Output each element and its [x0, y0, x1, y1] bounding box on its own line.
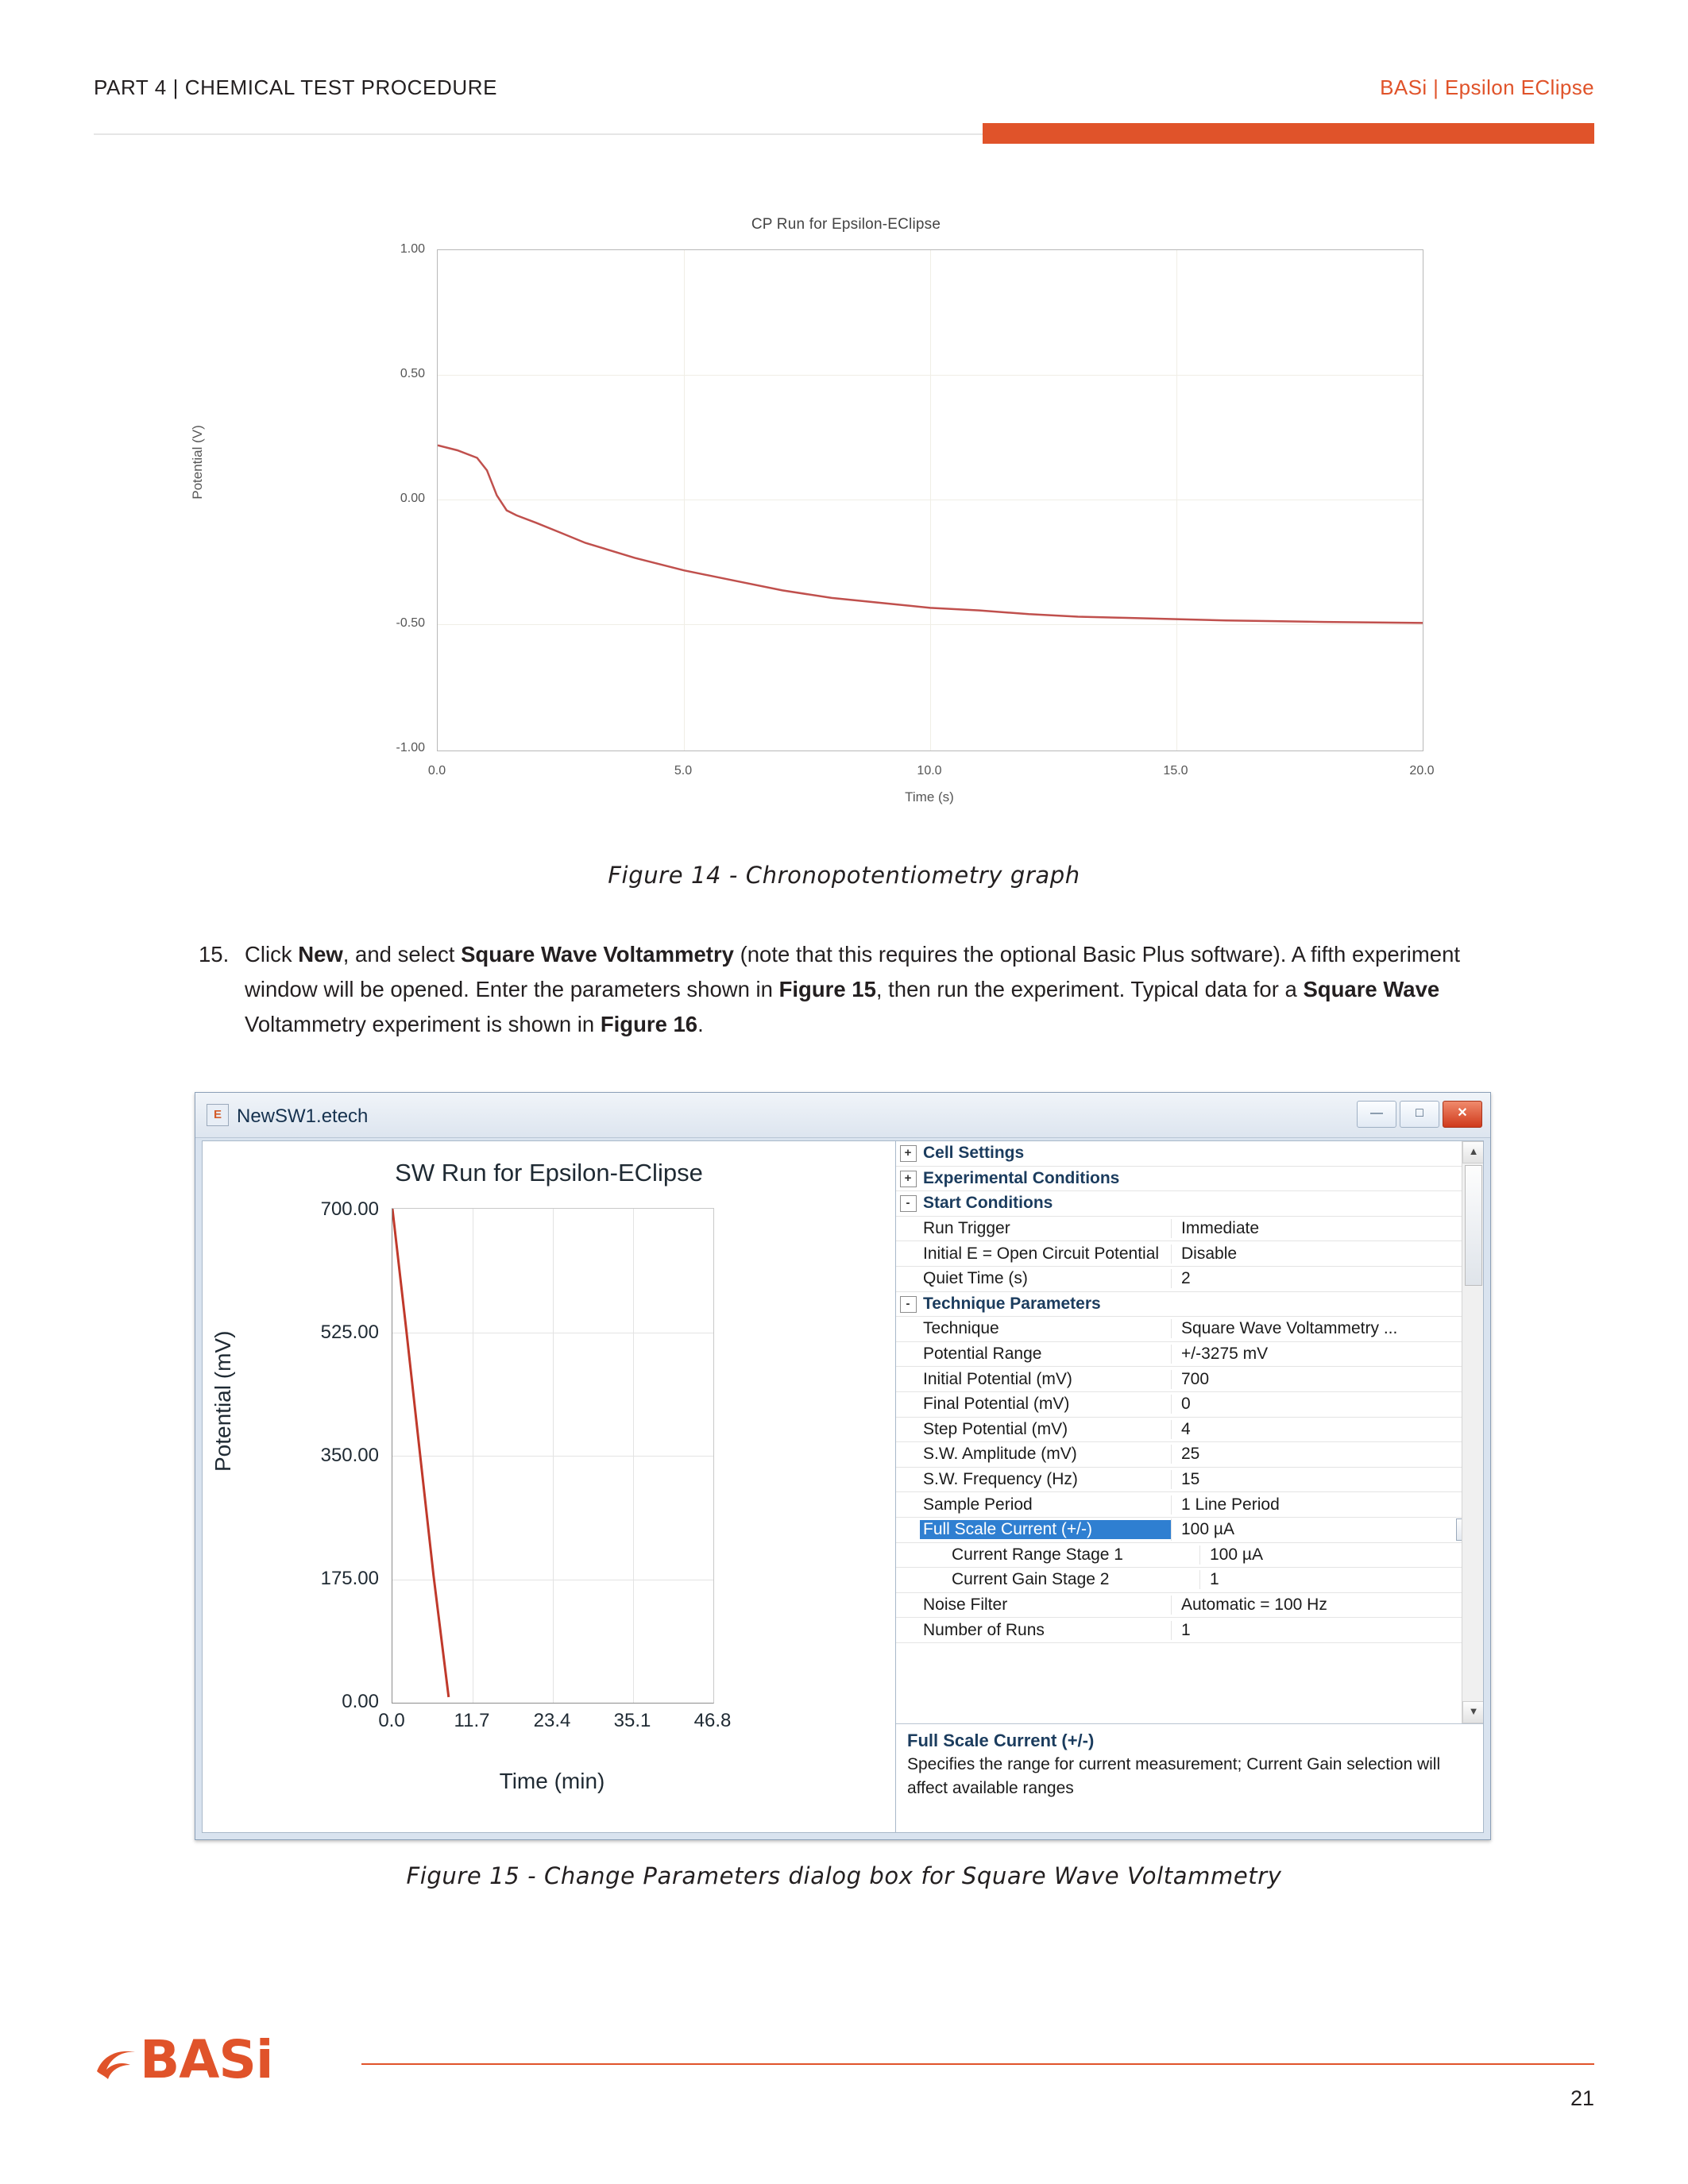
step-text: [245, 937, 1485, 1042]
maximize-button[interactable]: □: [1400, 1101, 1439, 1128]
change-parameters-window: [195, 1092, 1491, 1840]
window-title-bar[interactable]: [195, 1093, 1490, 1138]
page-footer: [0, 1993, 1688, 2184]
collapse-icon[interactable]: -: [896, 1194, 920, 1212]
x-tick-label: 20.0: [1409, 764, 1435, 778]
expand-icon[interactable]: +: [896, 1144, 920, 1162]
sw-y-tick-label: 700.00: [320, 1198, 379, 1220]
collapse-icon[interactable]: -: [896, 1295, 920, 1313]
help-title: Full Scale Current (+/-): [907, 1731, 1095, 1750]
sw-x-tick-label: 11.7: [454, 1710, 490, 1731]
parameter-name: Technique: [923, 1319, 999, 1338]
parameter-name: Initial E = Open Circuit Potential: [923, 1244, 1160, 1263]
parameter-value[interactable]: 1: [1171, 1621, 1483, 1640]
chart-plot-area: [437, 249, 1423, 751]
scroll-up-icon[interactable]: ▲: [1462, 1141, 1483, 1163]
parameter-name: Run Trigger: [923, 1219, 1010, 1238]
step-text-bold: New: [298, 942, 343, 967]
window-title: NewSW1.etech: [237, 1106, 369, 1127]
step-number: 15.: [199, 942, 230, 967]
parameter-row[interactable]: [896, 1418, 1483, 1443]
sw-graph-x-axis-label: Time (min): [499, 1769, 605, 1793]
parameter-row[interactable]: [896, 1442, 1483, 1468]
sw-graph-plot-area: [392, 1208, 714, 1704]
parameter-name: S.W. Frequency (Hz): [923, 1470, 1078, 1489]
y-tick-label: -1.00: [396, 741, 425, 754]
window-body: [202, 1140, 1484, 1833]
x-tick-label: 5.0: [674, 764, 693, 778]
parameter-value[interactable]: Square Wave Voltammetry ...: [1171, 1319, 1483, 1338]
y-tick-label: -0.50: [396, 616, 425, 630]
parameter-name: Potential Range: [923, 1345, 1042, 1364]
expand-icon[interactable]: +: [896, 1170, 920, 1187]
chart-y-axis-label: Potential (V): [190, 425, 205, 500]
basi-logo: [94, 2029, 348, 2090]
document-icon: E: [207, 1104, 229, 1126]
parameter-group-row[interactable]: [896, 1167, 1483, 1192]
parameter-value[interactable]: 100 µA: [1171, 1518, 1483, 1541]
parameter-value[interactable]: Disable: [1171, 1244, 1483, 1264]
sw-graph-trace: [392, 1209, 713, 1703]
sw-x-tick-label: 46.8: [693, 1710, 732, 1731]
sw-y-tick-label: 175.00: [320, 1568, 379, 1589]
parameter-row[interactable]: [896, 1593, 1483, 1619]
sw-x-tick-label: 23.4: [533, 1710, 571, 1731]
parameter-row[interactable]: [896, 1217, 1483, 1242]
parameter-value[interactable]: 0: [1171, 1395, 1483, 1414]
header-left-text: PART 4 | CHEMICAL TEST PROCEDURE: [94, 75, 498, 99]
parameter-name: Experimental Conditions: [923, 1168, 1120, 1187]
parameter-value[interactable]: 1: [1199, 1570, 1483, 1589]
parameter-row[interactable]: [896, 1468, 1483, 1493]
sw-y-tick-label: 0.00: [342, 1691, 379, 1712]
sw-x-tick-label: 35.1: [613, 1710, 651, 1731]
x-tick-label: 15.0: [1163, 764, 1188, 778]
step-text-plain: .: [697, 1012, 704, 1036]
step-text-bold: Square Wave Voltammetry: [461, 942, 734, 967]
y-tick-label: 0.00: [400, 492, 425, 505]
sw-y-tick-label: 525.00: [320, 1322, 379, 1343]
parameter-value[interactable]: 15: [1171, 1470, 1483, 1489]
parameter-name: S.W. Amplitude (mV): [923, 1445, 1077, 1464]
parameter-row[interactable]: [896, 1317, 1483, 1342]
parameter-name: Current Range Stage 1: [952, 1545, 1123, 1564]
step-15: [199, 937, 1485, 1042]
parameter-row[interactable]: [896, 1392, 1483, 1418]
parameter-name: Quiet Time (s): [923, 1269, 1028, 1288]
parameter-name: Sample Period: [923, 1495, 1033, 1514]
parameter-row[interactable]: [896, 1241, 1483, 1267]
step-text-plain: , and select: [342, 942, 462, 967]
step-text-bold: Figure 16: [600, 1012, 698, 1036]
step-text-plain: (note that this requires the optional Basic Plus software). A fifth experiment window will be opened. Enter the parameters shown in: [245, 942, 1461, 1001]
parameter-panel: [895, 1141, 1483, 1832]
parameter-group-row[interactable]: [896, 1191, 1483, 1217]
chart-title: CP Run for Epsilon-EClipse: [751, 216, 941, 233]
y-tick-label: 0.50: [400, 367, 425, 380]
parameter-name: Full Scale Current (+/-): [920, 1520, 1171, 1539]
sw-graph-pane: [203, 1141, 895, 1832]
figure-14-chart: [190, 216, 1489, 820]
parameter-name: Final Potential (mV): [923, 1395, 1070, 1414]
header-right-text: BASi | Epsilon EClipse: [1380, 75, 1594, 99]
parameter-row[interactable]: [896, 1342, 1483, 1368]
parameter-value[interactable]: 1 Line Period: [1171, 1495, 1483, 1515]
parameter-value[interactable]: Immediate: [1171, 1219, 1483, 1238]
step-text-plain: Click: [245, 942, 299, 967]
step-text-bold: Square Wave: [1303, 977, 1440, 1001]
x-tick-label: 0.0: [427, 764, 446, 778]
chart-trace: [438, 250, 1423, 751]
parameter-group-row[interactable]: [896, 1292, 1483, 1318]
parameter-name: Noise Filter: [923, 1595, 1008, 1614]
parameter-name: Number of Runs: [923, 1620, 1045, 1639]
page-header: [0, 0, 1688, 143]
scrollbar-thumb[interactable]: [1465, 1165, 1482, 1286]
parameter-value[interactable]: 700: [1171, 1370, 1483, 1389]
parameter-group-row[interactable]: [896, 1141, 1483, 1167]
page-number: 21: [1570, 2086, 1594, 2110]
figure-14-caption: Figure 14 - Chronopotentiometry graph: [608, 862, 1080, 889]
parameter-name: Technique Parameters: [923, 1294, 1101, 1313]
step-text-plain: Voltammetry experiment is shown in: [245, 1012, 601, 1036]
window-controls: [1357, 1101, 1482, 1128]
parameter-row[interactable]: [896, 1518, 1483, 1543]
header-accent-bar: [983, 123, 1594, 144]
parameter-row[interactable]: [896, 1618, 1483, 1643]
parameter-row[interactable]: [896, 1568, 1483, 1593]
step-text-plain: , then run the experiment. Typical data for a: [875, 977, 1304, 1001]
parameter-name: Initial Potential (mV): [923, 1369, 1072, 1388]
parameter-value[interactable]: Automatic = 100 Hz: [1171, 1596, 1483, 1615]
parameter-row[interactable]: [896, 1543, 1483, 1569]
parameter-grid-scrollbar[interactable]: [1462, 1141, 1483, 1723]
sw-x-tick-label: 0.0: [378, 1710, 405, 1731]
footer-rule: [361, 2063, 1594, 2065]
parameter-value[interactable]: +/-3275 mV: [1171, 1345, 1483, 1364]
sw-graph-y-axis-label: Potential (mV): [211, 1330, 235, 1472]
parameter-name: Current Gain Stage 2: [952, 1570, 1110, 1589]
parameter-name: Start Conditions: [923, 1194, 1053, 1213]
help-text: Specifies the range for current measurement; Current Gain selection will affect available ranges: [907, 1755, 1441, 1797]
figure-15-caption: Figure 15 - Change Parameters dialog box for Square Wave Voltammetry: [406, 1862, 1282, 1889]
sw-y-tick-label: 350.00: [320, 1445, 379, 1466]
parameter-row[interactable]: [896, 1492, 1483, 1518]
parameter-grid[interactable]: [896, 1141, 1483, 1723]
parameter-row[interactable]: [896, 1367, 1483, 1392]
x-tick-label: 10.0: [917, 764, 942, 778]
parameter-name: Cell Settings: [923, 1144, 1025, 1163]
help-pane: [896, 1723, 1483, 1832]
parameter-name: Step Potential (mV): [923, 1419, 1068, 1438]
close-button[interactable]: ✕: [1443, 1101, 1482, 1128]
scroll-down-icon[interactable]: ▼: [1462, 1701, 1483, 1723]
parameter-value[interactable]: 100 µA: [1199, 1545, 1483, 1565]
parameter-value[interactable]: 2: [1171, 1269, 1483, 1288]
parameter-value[interactable]: 25: [1171, 1445, 1483, 1464]
parameter-row[interactable]: [896, 1267, 1483, 1292]
minimize-button[interactable]: —: [1357, 1101, 1396, 1128]
y-tick-label: 1.00: [400, 242, 425, 256]
step-text-bold: Figure 15: [778, 977, 876, 1001]
parameter-value[interactable]: 4: [1171, 1420, 1483, 1439]
basi-swoosh-icon: [94, 2039, 143, 2084]
basi-logo-text: BASi: [140, 2029, 273, 2090]
sw-graph-title: SW Run for Epsilon-EClipse: [395, 1159, 703, 1187]
chart-x-axis-label: Time (s): [905, 789, 954, 805]
